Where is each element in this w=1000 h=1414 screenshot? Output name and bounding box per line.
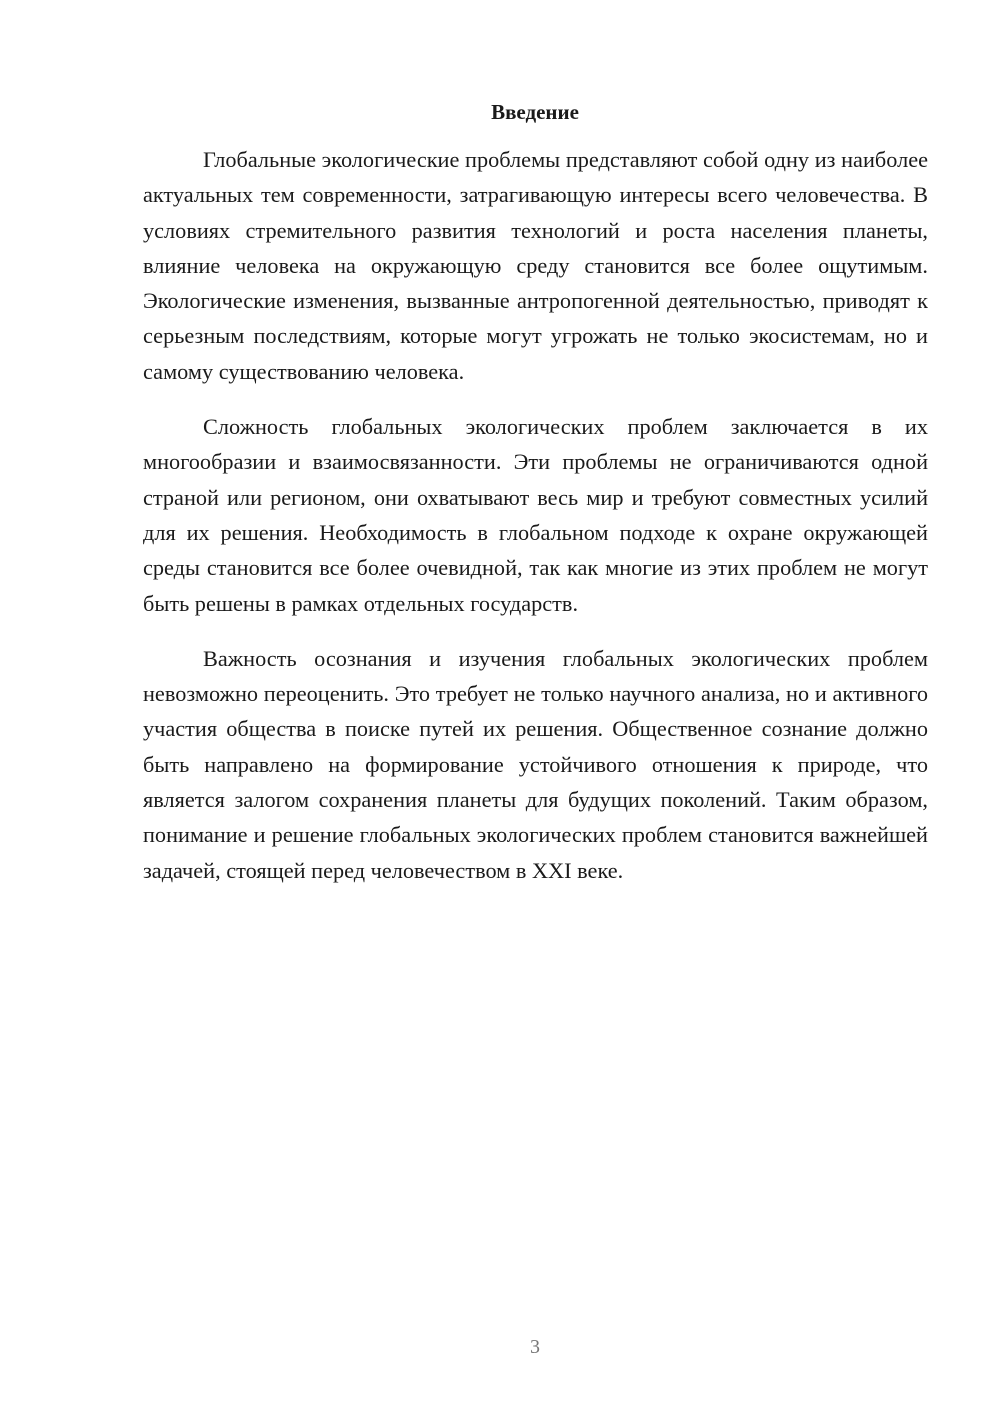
paragraph-2: Сложность глобальных экологических проблем заключается в их многообразии и взаимосвязанности. Эти проблемы не ограничиваются одной страной или регионом, они охватывают весь мир и требуют совместных усилий для их решения. Необходимость в глобальном подходе к охране окружающей среды становится все более очевидной, так как многие из этих проблем не могут быть решены в рамках отдельных государств. [143,414,928,616]
section-heading: Введение [491,100,579,124]
paragraph-3: Важность осознания и изучения глобальных экологических проблем невозможно переоценить. Это требует не только научного анализа, но и активного участия общества в поиске путей их решения. Общественное сознание должно быть направлено на формирование устойчивого отношения к природе, что является залогом сохранения планеты для будущих поколений. Таким образом, понимание и решение глобальных экологических проблем становится важнейшей задачей, стоящей перед человечеством в XXI веке. [143,645,928,883]
page-number: 3 [530,1336,540,1358]
body-text [143,142,928,908]
paragraph-1: Глобальные экологические проблемы представляют собой одну из наиболее актуальных тем современности, затрагивающую интересы всего человечества. В условиях стремительного развития технологий и роста населения планеты, влияние человека на окружающую среду становится все более ощутимым. Экологические изменения, вызванные антропогенной деятельностью, приводят к серьезным последствиям, которые могут угрожать не только экосистемам, но и самому существованию человека. [143,147,928,384]
